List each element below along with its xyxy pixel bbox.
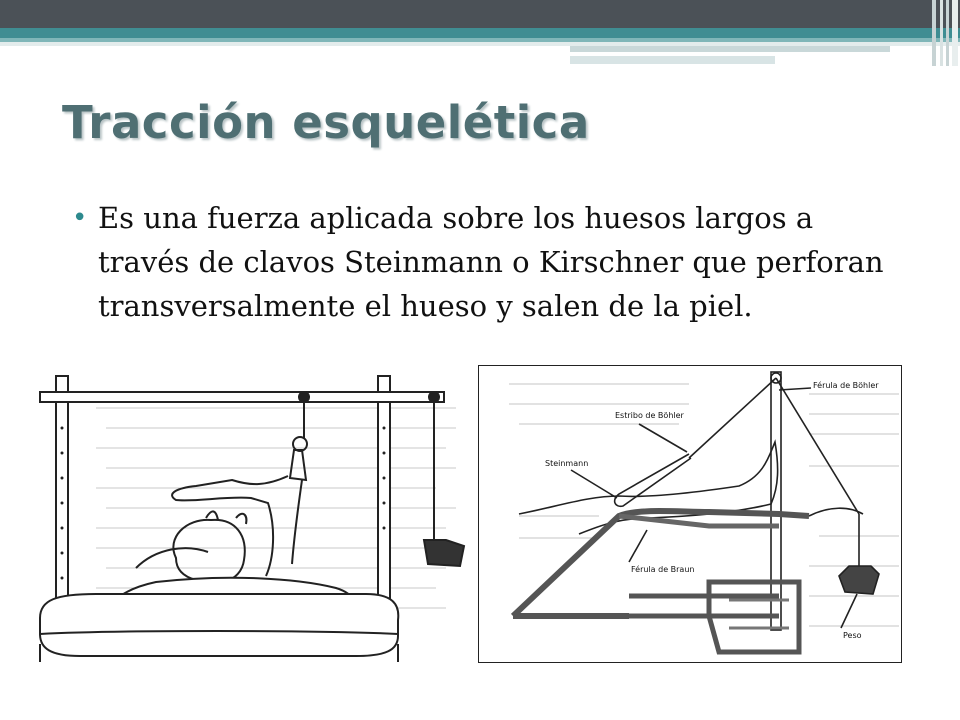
header-band (0, 0, 960, 66)
bullet-dot: • (72, 203, 88, 233)
label-ferula-braun: Férula de Braun (631, 565, 695, 574)
traction-bed-illustration (36, 368, 476, 662)
slide-title: Tracción esquelética (62, 96, 590, 149)
label-peso: Peso (843, 631, 862, 640)
label-steinmann: Steinmann (545, 459, 589, 468)
braun-splint-diagram (478, 365, 902, 663)
bullet-list (72, 196, 892, 328)
label-estribo-bohler: Estribo de Böhler (615, 411, 684, 420)
bullet-text: Es una fuerza aplicada sobre los huesos largos a través de clavos Steinmann o Kirschner que perforan transversalmente el hueso y salen de la piel. (98, 201, 884, 323)
label-ferula-bohler: Férula de Böhler (813, 381, 879, 390)
